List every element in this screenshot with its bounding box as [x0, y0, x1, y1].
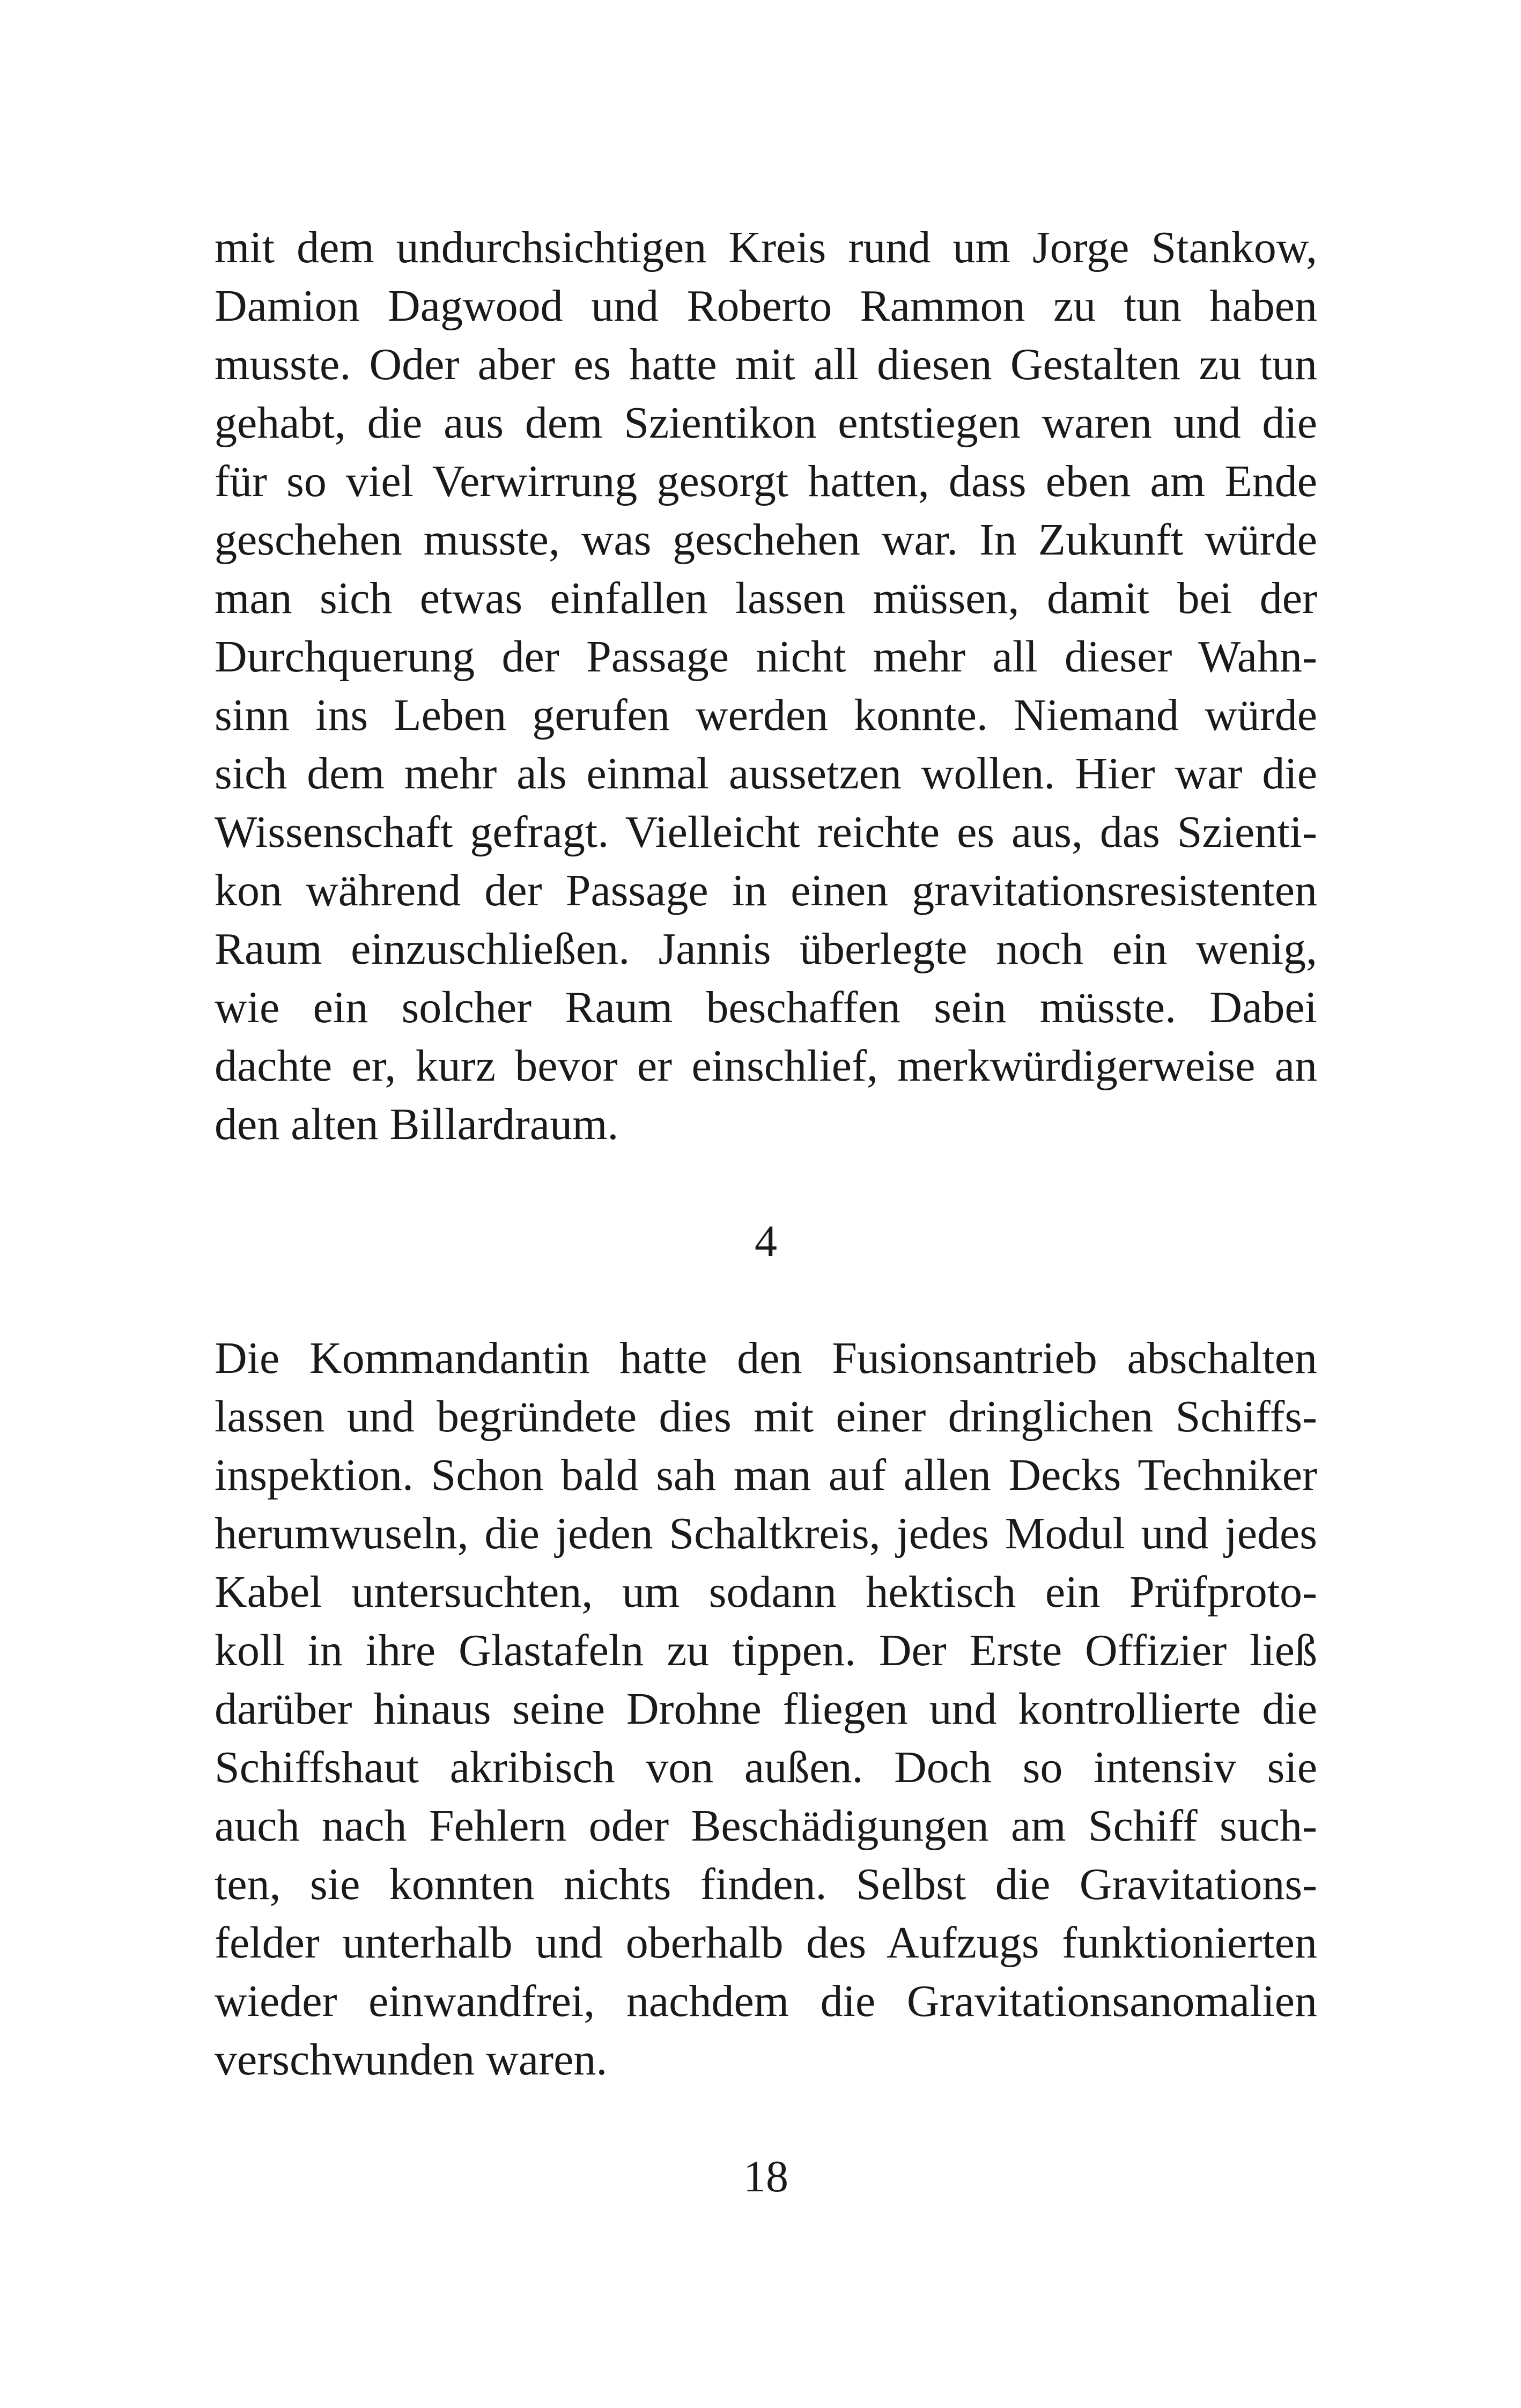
- paragraph: [215, 1329, 1317, 2089]
- text-line: verschwunden waren.: [215, 2035, 608, 2085]
- text-line: Die Kommandantin hatte den Fusionsantrieb abschalten: [215, 1333, 1317, 1383]
- book-page: [215, 218, 1317, 2206]
- spacer: [215, 1154, 1317, 1212]
- text-line: gehabt, die aus dem Szientikon entstiegen waren und die: [215, 398, 1317, 448]
- spacer: [215, 1271, 1317, 1329]
- text-line: herumwuseln, die jeden Schaltkreis, jedes Modul und jedes: [215, 1509, 1317, 1558]
- text-line: Damion Dagwood und Roberto Rammon zu tun haben: [215, 281, 1317, 331]
- text-line: musste. Oder aber es hatte mit all diesen Gestalten zu tun: [215, 339, 1317, 389]
- text-line: kon während der Passage in einen gravitationsresistenten: [215, 866, 1317, 915]
- text-line: den alten Billardraum.: [215, 1099, 619, 1149]
- spacer: [215, 2089, 1317, 2147]
- text-line: geschehen musste, was geschehen war. In Zukunft würde: [215, 515, 1317, 565]
- text-line: ten, sie konnten nichts finden. Selbst die Gravitations-: [215, 1859, 1317, 1909]
- text-line: felder unterhalb und oberhalb des Aufzugs funktionierten: [215, 1918, 1317, 1968]
- text-line: sinn ins Leben gerufen werden konnte. Niemand würde: [215, 690, 1317, 740]
- paragraph: [215, 218, 1317, 1154]
- text-line: Wissenschaft gefragt. Vielleicht reichte es aus, das Szienti-: [215, 807, 1317, 857]
- text-line: inspektion. Schon bald sah man auf allen Decks Techniker: [215, 1450, 1317, 1500]
- text-line: für so viel Verwirrung gesorgt hatten, dass eben am Ende: [215, 456, 1317, 506]
- text-line: wieder einwandfrei, nachdem die Gravitationsanomalien: [215, 1976, 1317, 2026]
- text-line: Schiffshaut akribisch von außen. Doch so intensiv sie: [215, 1742, 1317, 1792]
- text-line: Durchquerung der Passage nicht mehr all dieser Wahn-: [215, 632, 1317, 682]
- text-line: Kabel untersuchten, um sodann hektisch ein Prüfproto-: [215, 1567, 1317, 1617]
- text-line: wie ein solcher Raum beschaffen sein müsste. Dabei: [215, 983, 1317, 1032]
- text-line: darüber hinaus seine Drohne fliegen und kontrollierte die: [215, 1684, 1317, 1734]
- text-line: auch nach Fehlern oder Beschädigungen am Schiff such-: [215, 1801, 1317, 1851]
- text-line: man sich etwas einfallen lassen müssen, damit bei der: [215, 573, 1317, 623]
- text-line: Raum einzuschließen. Jannis überlegte noch ein wenig,: [215, 924, 1317, 974]
- text-line: lassen und begründete dies mit einer dringlichen Schiffs-: [215, 1392, 1317, 1442]
- text-line: dachte er, kurz bevor er einschlief, merkwürdigerweise an: [215, 1041, 1317, 1091]
- text-line: koll in ihre Glastafeln zu tippen. Der Erste Offizier ließ: [215, 1626, 1317, 1675]
- text-line: mit dem undurchsichtigen Kreis rund um Jorge Stankow,: [215, 223, 1317, 272]
- text-line: sich dem mehr als einmal aussetzen wollen. Hier war die: [215, 749, 1317, 799]
- section-number: 4: [755, 1216, 777, 1266]
- page-number: 18: [743, 2152, 788, 2202]
